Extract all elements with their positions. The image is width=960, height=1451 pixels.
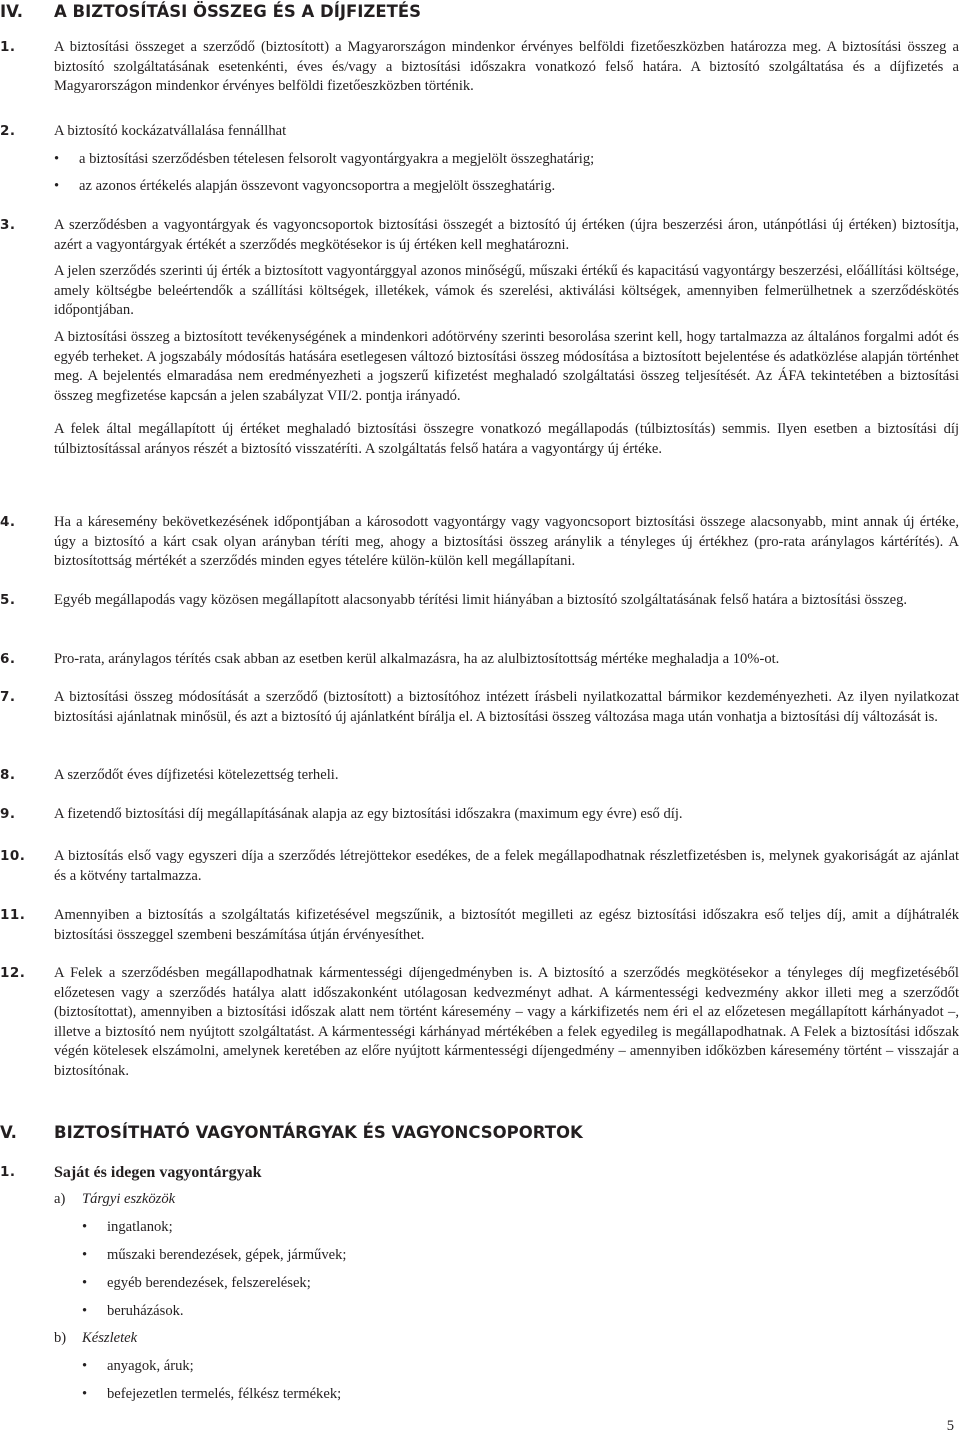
clause-number: 1. xyxy=(0,39,16,55)
clause-number: 2. xyxy=(0,123,16,139)
clause-number: 11. xyxy=(0,907,26,923)
clause-text: A biztosítási összeget a szerződő (biztosított) a Magyarországon mindenkor érvényes belföldi fizetőeszközben határozza meg. A biztosítási összeg a biztosító szolgáltatásának esetenkénti, éves és/vagy a biztosítási időszakra vonatkozó felső határa. A biztosító szolgáltatása és a díjfizetés a Magyarországon mindenkor érvényes belföldi fizetőeszközben történik. xyxy=(54,39,959,95)
clause-item xyxy=(0,766,960,786)
clause-text: A biztosítás első vagy egyszeri díja a szerződés létrejöttekor esedékes, de a felek megállapodhatnak részletfizetésben is, melynek gyakoriságát az ajánlat és a kötvény tartalmazza. xyxy=(54,848,959,884)
clause-number: 1. xyxy=(0,1164,16,1180)
list-item: • befejezetlen termelés, félkész termékek; xyxy=(82,1385,341,1413)
clause-paragraph: A felek által megállapított új értéket meghaladó biztosítási összegre vonatkozó megállapodás (túlbiztosítás) semmis. Ilyen esetben a biztosítási díj túlbiztosítással arányos részét a biztosító visszatéríti. A szolgáltatás felső határa a vagyontárgy új értéke. xyxy=(54,421,959,457)
sub-a-list xyxy=(82,1218,346,1330)
clause-number: 10. xyxy=(0,848,26,864)
clause-item xyxy=(0,591,960,611)
clause-item xyxy=(0,216,960,460)
subsection-title: Saját és idegen vagyontárgyak xyxy=(54,1164,262,1181)
clause-number: 12. xyxy=(0,965,26,981)
list-item: • anyagok, áruk; xyxy=(82,1357,341,1385)
list-item: • egyéb berendezések, felszerelések; xyxy=(82,1274,346,1302)
section-number: V. xyxy=(0,1123,17,1142)
bullet-item: • az azonos értékelés alapján összevont vagyoncsoportra a megjelölt összeghatárig. xyxy=(54,177,960,197)
page-number: 5 xyxy=(946,1418,954,1434)
section-number: IV. xyxy=(0,2,24,21)
section-iv-heading xyxy=(0,2,421,21)
section-title: BIZTOSÍTHATÓ VAGYONTÁRGYAK ÉS VAGYONCSOPORTOK xyxy=(54,1123,583,1142)
clause-item xyxy=(0,906,960,945)
clause-text: A fizetendő biztosítási díj megállapításának alapja az egy biztosítási időszakra (maximum egy évre) eső díj. xyxy=(54,806,683,822)
bullet-list xyxy=(54,150,960,197)
clause-text: A szerződőt éves díjfizetési kötelezettség terheli. xyxy=(54,767,339,783)
clause-number: 8. xyxy=(0,767,16,783)
clause-paragraph: A jelen szerződés szerinti új érték a biztosított vagyontárggyal azonos minőségű, műszaki értékű és kapacitású vagyontárgy beszerzési, előállítási költsége, amely költségbe beleértendők a szállítási költségek, illetékek, vámok és szerelési, aktiválási költségek, amennyiben felmerülhetnek a szerződéskötés időpontjában. xyxy=(54,263,959,319)
clause-item xyxy=(0,964,960,1082)
sub-title: Tárgyi eszközök xyxy=(82,1191,176,1207)
clause-item xyxy=(0,513,960,572)
subsection-item xyxy=(0,1163,960,1183)
clause-item xyxy=(0,38,960,97)
clause-item xyxy=(0,650,960,670)
list-item: • beruházások. xyxy=(82,1302,346,1330)
sub-a xyxy=(54,1190,175,1210)
clause-text: A szerződésben a vagyontárgyak és vagyoncsoportok biztosítási összegét a biztosító új értéken (újra beszerzési áron, utánpótlási új értéken) biztosítja, azért a vagyontárgyak értékét a szerződés megkötésekor is új értéken kell meghatározni. xyxy=(54,217,959,253)
clause-item xyxy=(0,847,960,886)
section-v-heading xyxy=(0,1123,583,1142)
clause-item xyxy=(0,688,960,727)
clause-text: Egyéb megállapodás vagy közösen megállapított alacsonyabb térítési limit hiányában a biztosító szolgáltatásának felső határa a biztosítási összeg. xyxy=(54,592,908,608)
clause-text: Ha a káresemény bekövetkezésének időpontjában a károsodott vagyontárgy vagy vagyoncsoport biztosítási összege alacsonyabb, mint annak új értéke, úgy a biztosító a kárt csak olyan arányban téríti meg, ahogy a biztosítási összeg aránylik a tényleges új értékhez (pro-rata aránylagos kártérítés). A biztosítottság mértékét a szerződés minden egyes tételére külön-külön kell megállapítani. xyxy=(54,514,959,570)
list-item: • ingatlanok; xyxy=(82,1218,346,1246)
clause-text: A biztosító kockázatvállalása fennállhat xyxy=(54,123,287,139)
clause-number: 6. xyxy=(0,651,16,667)
section-title: A BIZTOSÍTÁSI ÖSSZEG ÉS A DÍJFIZETÉS xyxy=(54,2,422,21)
clause-number: 9. xyxy=(0,806,16,822)
sub-b xyxy=(54,1329,137,1349)
clause-item xyxy=(0,805,960,825)
clause-text: Pro-rata, aránylagos térítés csak abban az esetben kerül alkalmazásra, ha az alulbiztosítottság mértéke meghaladja a 10%-ot. xyxy=(54,651,780,667)
sub-label: a) xyxy=(54,1191,66,1207)
clause-number: 4. xyxy=(0,514,16,530)
sub-title: Készletek xyxy=(82,1330,138,1346)
clause-item xyxy=(0,122,960,197)
bullet-item: • a biztosítási szerződésben tételesen felsorolt vagyontárgyakra a megjelölt összeghatárig; xyxy=(54,150,960,170)
clause-text: Amennyiben a biztosítás a szolgáltatás kifizetésével megszűnik, a biztosítót megilleti az egész biztosítási időszakra eső teljes díj, amit a díjhátralék biztosítási összeggel szembeni beszámítása útján érvényesíthet. xyxy=(54,907,959,943)
sub-label: b) xyxy=(54,1330,67,1346)
clause-text: A biztosítási összeg módosítását a szerződő (biztosított) a biztosítóhoz intézett írásbeli nyilatkozattal bármikor kezdeményezheti. Az ilyen nyilatkozat biztosítási ajánlatnak minősül, és azt a biztosító új ajánlatként bírálja el. A biztosítási összeg változása maga után vonhatja a biztosítási díj változását is. xyxy=(54,689,959,725)
sub-b-list xyxy=(82,1357,341,1413)
clause-number: 5. xyxy=(0,592,16,608)
clause-paragraph: A biztosítási összeg a biztosított tevékenységének a mindenkori adótörvény szerinti besorolása szerint kell, hogy tartalmazza az általános forgalmi adót és egyéb terheket. A jogszabály módosítás hatására esetlegesen változó biztosítási összeg módosítása a biztosított bejelentése és adatközlése alapján történhet meg. A bejelentés elmaradása nem eredményezheti a jogszerű kifizetést meghaladó szolgáltatási összeg teljesítését. Az ÁFA tekintetében a biztosítási összeg megfizetése kapcsán a jelen szabályzat VII/2. pontja irányadó. xyxy=(54,328,959,404)
clause-text: A Felek a szerződésben megállapodhatnak kármentességi díjengedményben is. A biztosító a szerződés megkötésekor a tényleges díj megfizetéséből előzetesen vagy a szerződés hatálya alatt időszakonként utólagosan kedvezményt adhat. A kármentességi kedvezmény akkor illeti meg a szerződőt (biztosítottat), amennyiben a biztosítási időszak alatt nem történt káresemény – vagy a kárkifizetés nem éri el az előzetesen megállapított kárhányadot –, illetve a biztosító nem nyújtott szolgáltatást. A kármentességi kárhányad mértékében a felek egyedileg is megállapodhatnak. A Felek a biztosítási időszak végén kötelesek elszámolni, amelynek keretében az előre nyújtott kármentességi díjengedmény – amennyiben időközben káresemény történt – visszajár a biztosítónak. xyxy=(54,965,959,1079)
clause-number: 7. xyxy=(0,689,16,705)
clause-number: 3. xyxy=(0,217,16,233)
list-item: • műszaki berendezések, gépek, járművek; xyxy=(82,1246,346,1274)
